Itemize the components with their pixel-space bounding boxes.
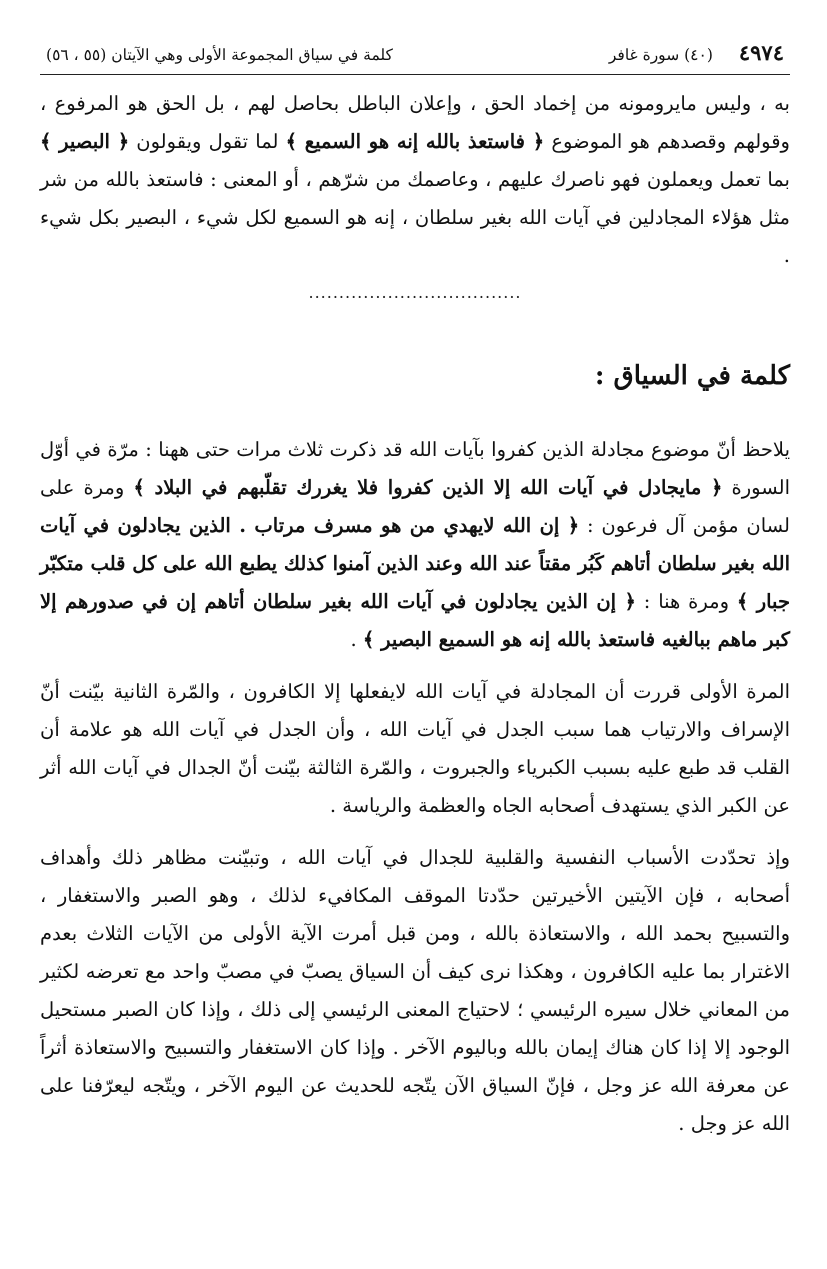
text-run: به ، وليس مايرومونه من إخماد الحق ، وإعلان الباطل بحاصل لهم ، بل الحق هو المرفوع ، وقولهم وقصدهم هو الموضوع (40, 92, 790, 153)
page-number: ٤٩٧٤ (738, 40, 784, 65)
quran-quote: ﴿ إن الذين يجادلون في آيات الله بغير سلطان أتاهم إن في صدورهم إلا كبر ماهم ببالغيه فاستعذ بالله إنه هو السميع البصير ﴾ (40, 590, 790, 651)
text-run: لما تقول ويقولون (129, 130, 286, 153)
quran-quote: ﴿ مايجادل في آيات الله إلا الذين كفروا فلا يغررك تقلّبهم في البلاد ﴾ (133, 476, 723, 499)
commentary-paragraph (40, 85, 790, 275)
continued-commentary (40, 85, 790, 275)
quran-quote: ﴿ إن الله لايهدي من هو مسرف مرتاب . الذين يجادلون في آيات الله بغير سلطان أتاهم كَبُر مقتاً عند الله وعند الذين آمنوا كذلك يطبع الله على كل قلب متكبّر جبار ﴾ (40, 514, 791, 613)
separator-dots: ................................... (308, 283, 522, 302)
context-paragraph-2: المرة الأولى قررت أن المجادلة في آيات الله لايفعلها إلا الكافرون ، والمّرة الثانية بيّنت أنّ الإسراف والارتياب هما سبب الجدل في آيات الله ، وأن الجدل في آيات الله هو علامة أن القلب قد طبع عليه بسبب الكبرياء والجبروت ، والمّرة الثالثة بيّنت أنّ الجدال في آيات الله أثر عن الكبر الذي يستهدف أصحابه الجاه والعظمة والرياسة . (40, 680, 790, 817)
text-run: ومرة هنا : (635, 590, 737, 613)
quran-quote: ﴿ فاستعذ بالله إنه هو السميع ﴾ (285, 130, 545, 153)
context-paragraph-1 (40, 431, 790, 659)
text-run: يلاحظ أنّ موضوع مجادلة الذين كفروا بآيات الله قد ذكرت ثلاث مرات حتى ههنا : مرّة في أوّل السورة (40, 438, 790, 499)
text-run: . (350, 628, 363, 651)
text-run: ومرة على لسان مؤمن آل فرعون : (40, 476, 790, 537)
text-run: بما تعمل ويعملون فهو ناصرك عليهم ، وعاصمك من شرّهم ، أو المعنى : فاستعذ بالله من شر مثل هؤلاء المجادلين في آيات الله بغير سلطان ، إنه هو السميع لكل شيء ، البصير بكل شيء . (40, 168, 790, 267)
dotted-separator (40, 283, 790, 311)
section-running-title: كلمة في سياق المجموعة الأولى وهي الآيتان (٥٥ ، ٥٦) (46, 46, 393, 64)
header-right-group (609, 40, 784, 65)
book-page (40, 40, 790, 1240)
quran-quote: ﴿ البصير ﴾ (40, 130, 130, 153)
section-heading: كلمة في السياق : (594, 361, 790, 391)
surah-label: (٤٠) سورة غافر (608, 46, 713, 64)
context-paragraph-3: وإذ تحدّدت الأسباب النفسية والقلبية للجدال في آيات الله ، وتبيّنت مظاهر ذلك وأهداف أصحابه ، فإن الآيتين الأخيرتين حدّدتا الموقف المكافيء لذلك ، وهو الصبر والاستغفار ، والتسبيح بحمد الله ، والاستعاذة بالله ، ومن قبل أمرت الآية الأولى من الآيات الثلاث بعدم الاغترار بما عليه الكافرون ، وهكذا نرى كيف أن السياق يصبّ في مصبّ واحد مع تعرضه لكثير من المعاني خلال سيره الرئيسي ؛ لاحتياج المعنى الرئيسي إلى ذلك ، وإذا كان الصبر مستحيل الوجود إلا إذا كان هناك إيمان بالله وباليوم الآخر . وإذا كان الاستغفار والتسبيح والاستعاذة أثراً عن معرفة الله عز وجل ، فإنّ السياق الآن يتّجه للحديث عن اليوم الآخر ، ويتّجه ليعرّفنا على الله عز وجل . (40, 846, 791, 1135)
running-header (40, 40, 790, 75)
